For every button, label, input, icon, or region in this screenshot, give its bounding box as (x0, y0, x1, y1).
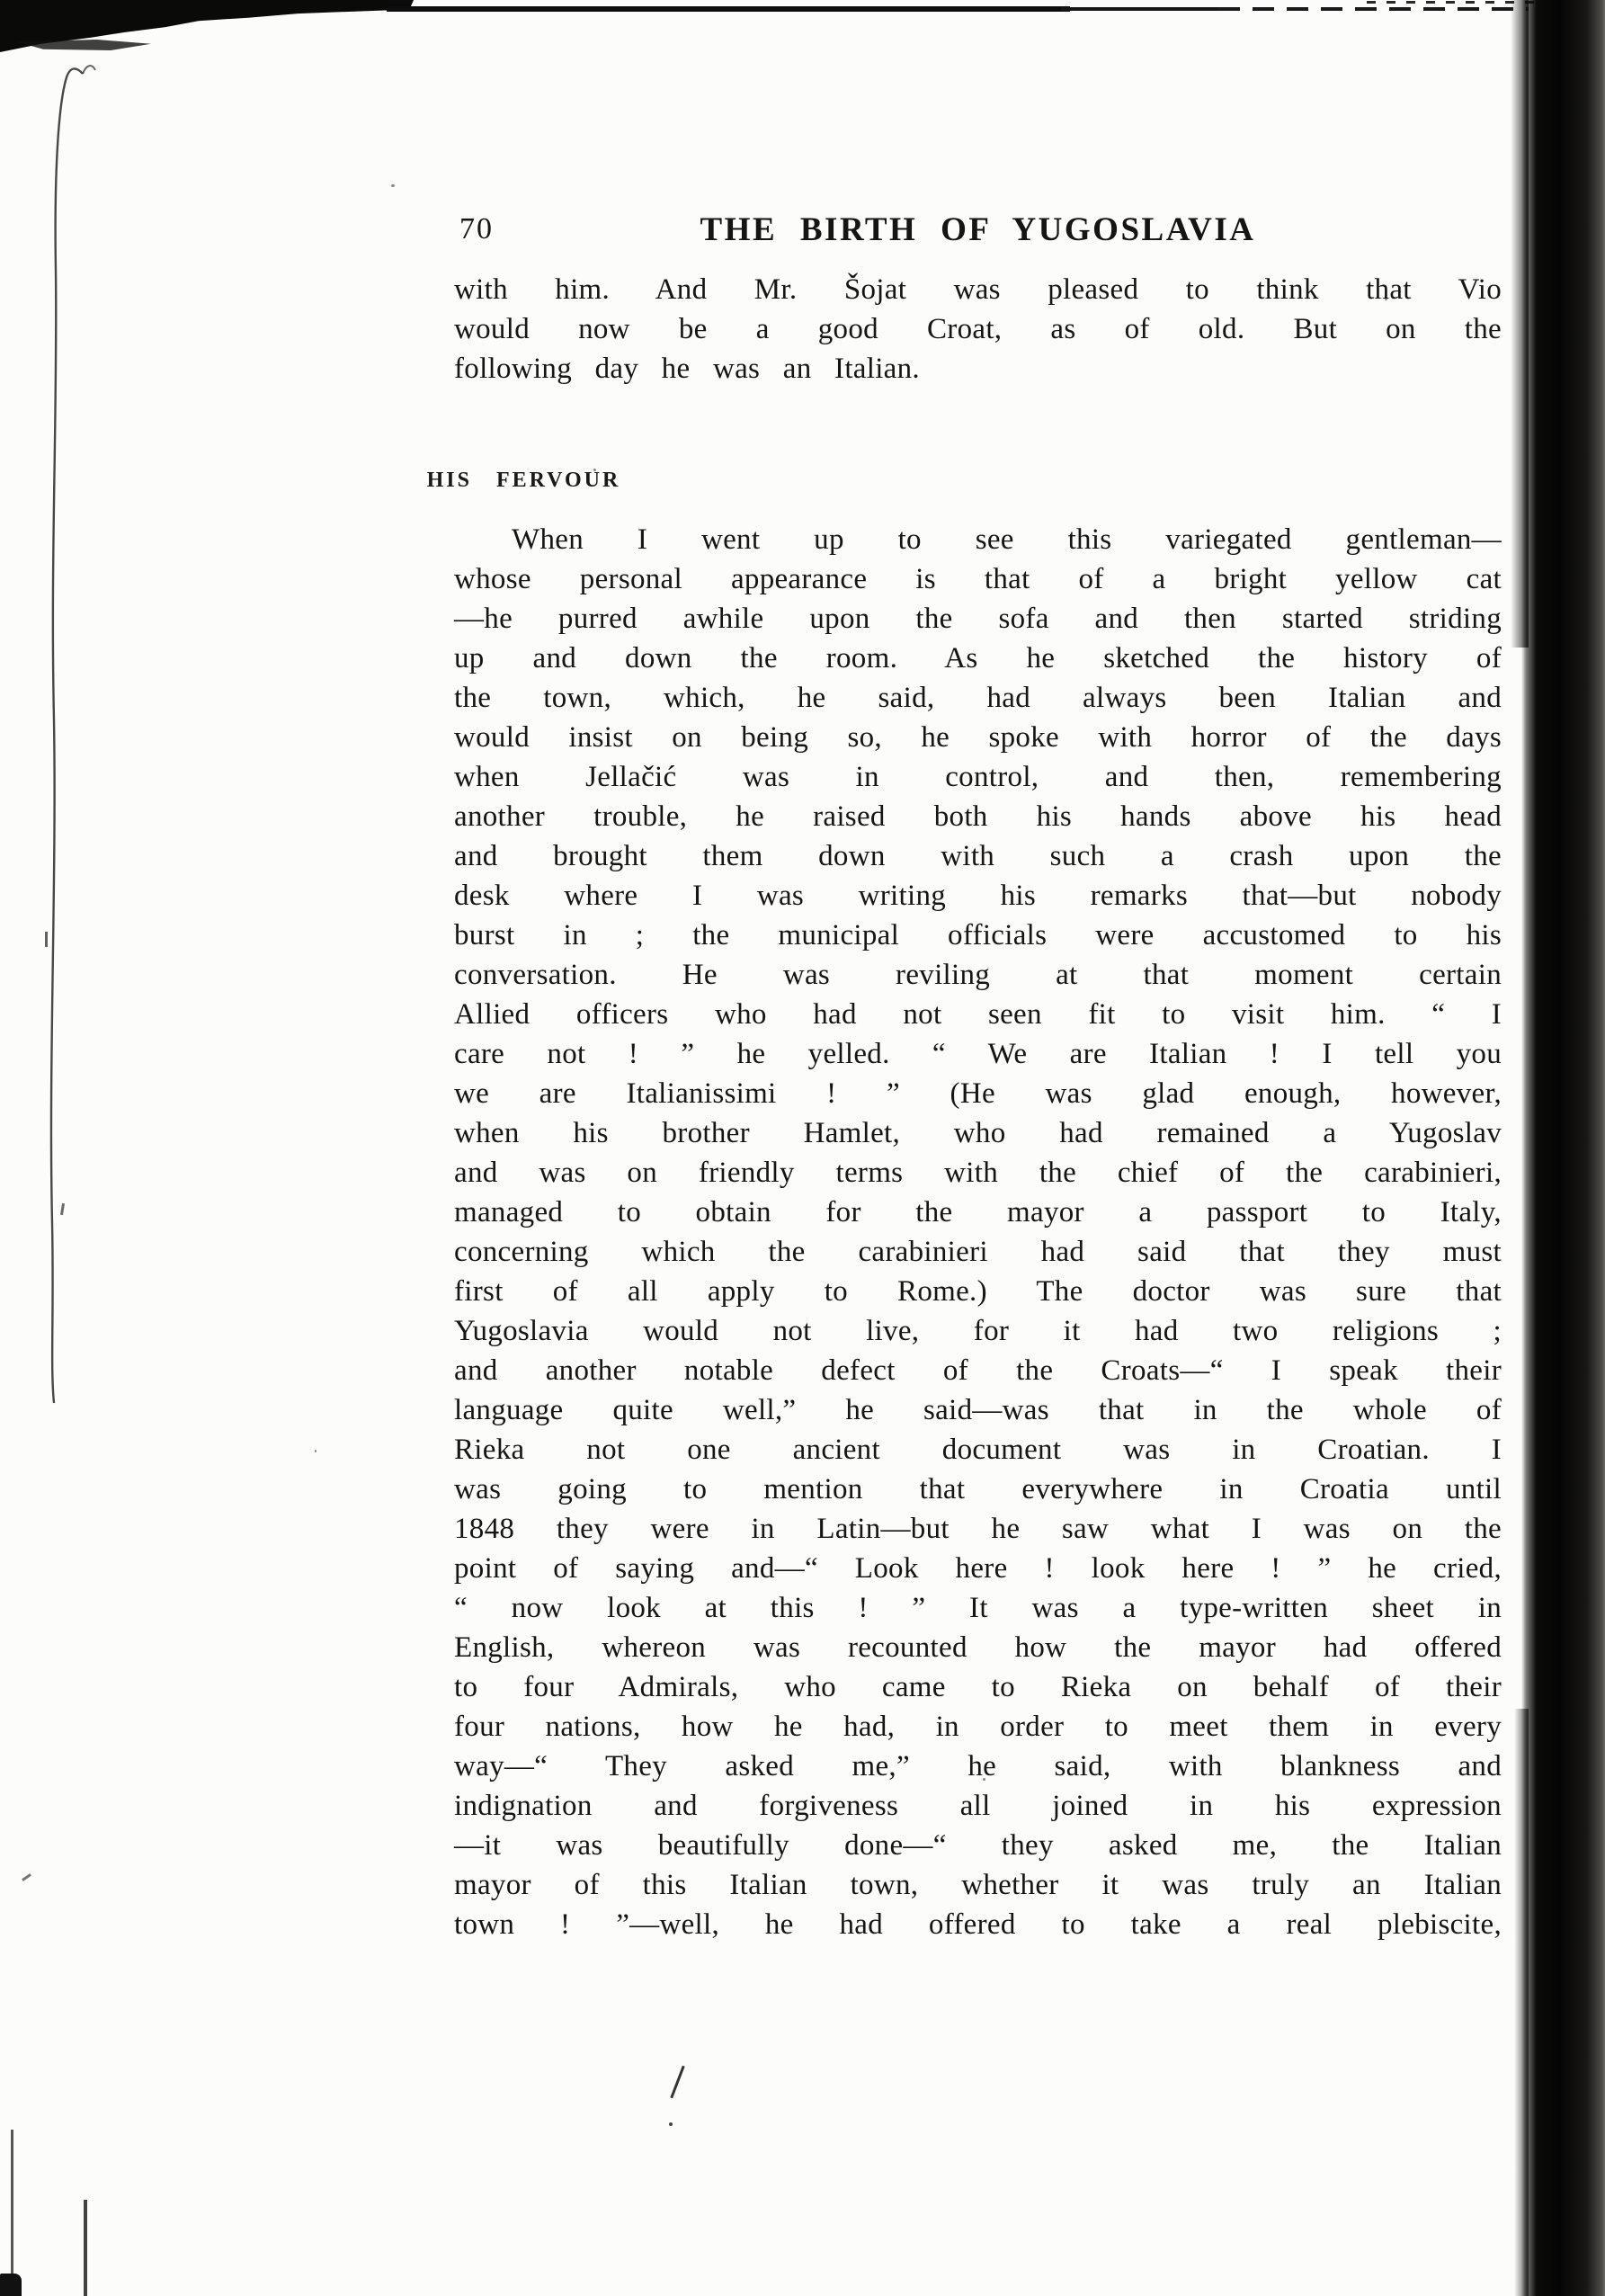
text-line: burst in ; the municipal officials were accustomed to his (454, 919, 1502, 951)
text-line: 1848 they were in Latin—but he saw what I was on the (454, 1513, 1502, 1545)
text-line: when Jellačić was in control, and then, remembering (454, 761, 1502, 793)
text-line: indignation and forgiveness all joined in his expression (454, 1790, 1502, 1822)
text-line: managed to obtain for the mayor a passport to Italy, (454, 1196, 1502, 1228)
scan-artifact-top-left-smudge (16, 40, 151, 50)
text-line: when his brother Hamlet, who had remained a Yugoslav (454, 1117, 1502, 1149)
text-line: point of saying and—“ Look here ! look here ! ” he cried, (454, 1552, 1502, 1585)
scan-speck (315, 1450, 317, 1452)
running-title: THE BIRTH OF YUGOSLAVIA (700, 211, 1256, 248)
scan-artifact-top-edge-dashes (1218, 7, 1529, 11)
text-line: concerning which the carabinieri had said that they must (454, 1236, 1502, 1268)
text-line: whose personal appearance is that of a bright yellow cat (454, 563, 1502, 595)
scan-artifact-top-corner-dots (1367, 1, 1587, 4)
text-line: conversation. He was reviling at that moment certain (454, 959, 1502, 991)
text-line: we are Italianissimi ! ” (He was glad enough, however, (454, 1077, 1502, 1110)
text-line: Yugoslavia would not live, for it had two religions ; (454, 1315, 1502, 1347)
intro-paragraph (454, 270, 1502, 389)
scan-artifact-bottom-left-line (11, 2130, 13, 2296)
text-line: language quite well,” he said—was that in the whole of (454, 1394, 1502, 1426)
text-line: another trouble, he raised both his hands above his head (454, 800, 1502, 833)
text-line: “ now look at this ! ” It was a type-written sheet in (454, 1592, 1502, 1624)
text-line: English, whereon was recounted how the mayor had offered (454, 1631, 1502, 1664)
text-line: was going to mention that everywhere in Croatia until (454, 1473, 1502, 1505)
text-line: —he purred awhile upon the sofa and then started striding (454, 603, 1502, 635)
body-paragraph (454, 520, 1502, 1944)
text-line: would insist on being so, he spoke with horror of the days (454, 721, 1502, 754)
scan-speck (391, 184, 395, 187)
scan-artifact-margin-tick (22, 1873, 31, 1881)
scan-artifact-right-binding-band (1521, 0, 1605, 2296)
text-line: mayor of this Italian town, whether it was truly an Italian (454, 1869, 1502, 1901)
text-line: Allied officers who had not seen fit to visit him. “ I (454, 998, 1502, 1031)
text-line: and brought them down with such a crash upon the (454, 840, 1502, 872)
scan-artifact-top-left-blob (0, 0, 414, 52)
text-line: would now be a good Croat, as of old. But on the (454, 313, 1502, 345)
section-heading: HIS FERVOUR (426, 469, 621, 492)
scan-artifact-slash-mark (670, 2066, 684, 2099)
text-line: way—“ They asked me,” he said, with blankness and (454, 1750, 1502, 1782)
text-line: and was on friendly terms with the chief of the carabinieri, (454, 1157, 1502, 1189)
page-number: 70 (459, 212, 494, 246)
text-line: When I went up to see this variegated gentleman— (512, 523, 1502, 556)
text-line: desk where I was writing his remarks that—but nobody (454, 880, 1502, 912)
text-line: and another notable defect of the Croats—“ I speak their (454, 1354, 1502, 1387)
scan-artifact-right-band-shadow-top (1511, 0, 1529, 648)
scan-artifact-bottom-left-line (84, 2200, 87, 2296)
scan-artifact-top-edge-line (387, 6, 1070, 12)
text-line: town ! ”—well, he had offered to take a real plebiscite, (454, 1908, 1502, 1941)
text-line: up and down the room. As he sketched the history of (454, 642, 1502, 675)
text-line: with him. And Mr. Šojat was pleased to think that Vio (454, 273, 1502, 306)
text-line: —it was beautifully done—“ they asked me, the Italian (454, 1829, 1502, 1862)
scan-artifact-bottom-corner-blob (0, 2274, 22, 2296)
page-header (454, 212, 1502, 257)
scan-artifact-right-band-shadow-bottom (1514, 1709, 1529, 2296)
text-line: following day he was an Italian. (454, 353, 920, 385)
text-line: care not ! ” he yelled. “ We are Italian ! I tell you (454, 1038, 1502, 1070)
scan-artifact-margin-tick (45, 932, 48, 947)
scan-artifact-margin-tick (60, 1203, 65, 1215)
text-line: four nations, how he had, in order to meet them in every (454, 1711, 1502, 1743)
text-line: Rieka not one ancient document was in Croatian. I (454, 1434, 1502, 1466)
text-line: to four Admirals, who came to Rieka on behalf of their (454, 1671, 1502, 1703)
scan-artifact-dot-mark (669, 2122, 673, 2126)
text-line: first of all apply to Rome.) The doctor was sure that (454, 1275, 1502, 1308)
text-line: the town, which, he said, had always been Italian and (454, 682, 1502, 714)
scan-artifact-left-page-edge-line (27, 54, 108, 1421)
scan-artifact-top-edge-line-thin (1061, 7, 1223, 11)
